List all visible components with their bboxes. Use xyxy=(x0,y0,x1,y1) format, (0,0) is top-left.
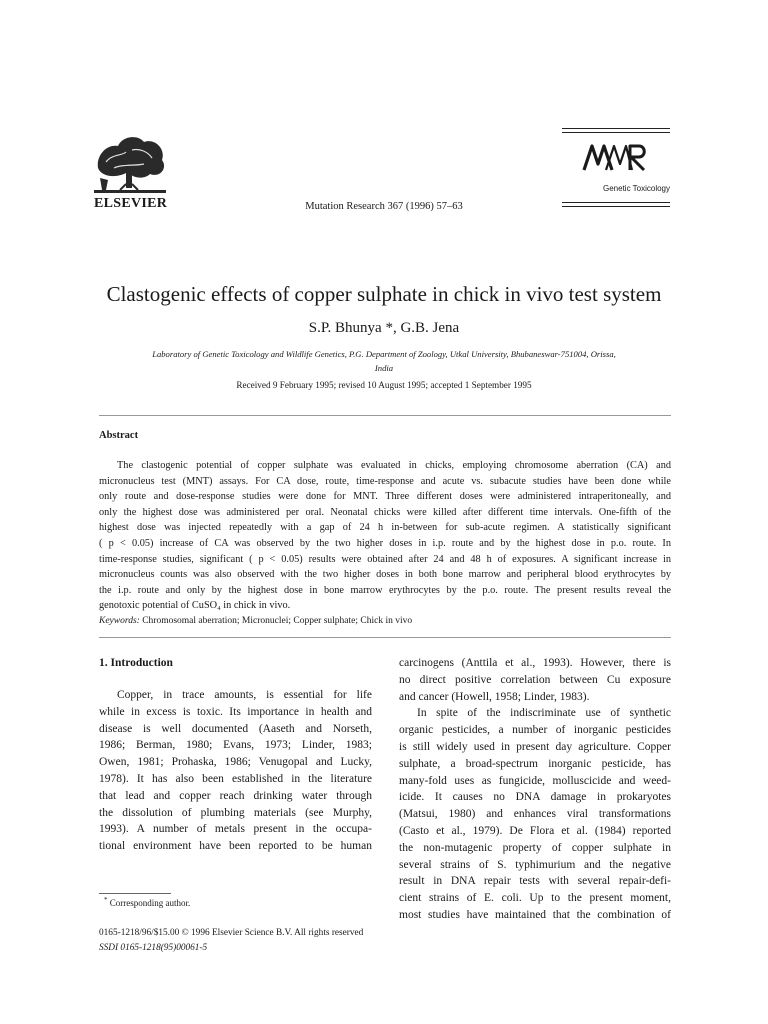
abstract-line: only route and dose-response studies were done for MNT. Three different doses were administered intraperitoneally, and xyxy=(99,491,671,503)
body-line: Owen, 1981; Prohaska, 1986; Venugopal and Lucky, xyxy=(99,756,372,769)
header-rule xyxy=(562,206,670,207)
keywords xyxy=(99,616,412,626)
author-affiliation xyxy=(110,347,658,375)
right-column-text xyxy=(399,655,671,924)
body-line: while in excess is toxic. Its importance in health and xyxy=(99,705,372,718)
divider xyxy=(99,637,671,638)
footnote-text: Corresponding author. xyxy=(109,898,191,908)
copyright-line: 0165-1218/96/$15.00 © 1996 Elsevier Science B.V. All rights reserved xyxy=(99,928,364,938)
body-line: Copper, in trace amounts, is essential for life xyxy=(117,689,372,701)
body-line: (Casto et al., 1979). De Flora et al. (1984) reported xyxy=(399,824,671,837)
body-line: 1986; Berman, 1980; Evans, 1973; Linder, 1983; xyxy=(99,739,372,752)
abstract-line: micronucleus counts was also observed with the two higher doses in both bone marrow and peripheral blood erythrocytes by xyxy=(99,569,671,581)
footnote-mark: * xyxy=(104,896,108,904)
body-line: the dissolution of plumbing materials (see Murphy, xyxy=(99,806,372,819)
header-rule xyxy=(562,132,670,133)
body-line: In spite of the indiscriminate use of synthetic xyxy=(417,707,671,720)
article-title: Clastogenic effects of copper sulphate in chick in vivo test system xyxy=(106,282,662,306)
body-line: carcinogens (Anttila et al., 1993). However, there is xyxy=(399,657,671,669)
body-line: several strains of S. typhimurium and the negative xyxy=(399,858,671,871)
affiliation-line: Laboratory of Genetic Toxicology and Wildlife Genetics, P.G. Department of Zoology, Utkal University, Bhubaneswar-751004, Orissa, xyxy=(152,349,616,359)
abstract-line: time-response studies, significant ( p < 0.05) results were obtained after 24 and 48 h of exposures. A significant increase in xyxy=(99,553,671,565)
body-line: icide. It causes no DNA damage in prokaryotes xyxy=(399,791,671,804)
body-line: 1993). A number of metals present in the occupa- xyxy=(99,823,372,836)
author-list: S.P. Bhunya *, G.B. Jena xyxy=(308,320,460,336)
abstract-body xyxy=(99,458,671,614)
abstract-line: the i.p. route and only by the highest dose in bone marrow erythrocytes by the p.o. route. The present results reveal the xyxy=(99,584,671,596)
publisher-name: ELSEVIER xyxy=(94,196,168,211)
abstract-line: genotoxic potential of CuSO₄ in chick in vivo. xyxy=(99,600,291,612)
divider xyxy=(99,415,671,416)
abstract-line: highest dose was injected repeatedly with a gap of 24 h in-between for sub-acute regimen. A statistically significant xyxy=(99,522,671,534)
footnote-rule xyxy=(99,893,171,894)
body-line: result in DNA repair tests with several repair-defi- xyxy=(399,875,671,888)
body-line: the non-mutagenic property of copper sulphate in xyxy=(399,841,671,854)
left-column-text xyxy=(99,687,372,855)
body-line: and cancer (Howell, 1958; Linder, 1983). xyxy=(399,690,590,703)
abstract-line: The clastogenic potential of copper sulphate was evaluated in chicks, employing chromosome aberration (CA) and xyxy=(117,460,671,471)
body-line: (Matsui, 1980) and enhances viral transformations xyxy=(399,808,671,821)
abstract-heading: Abstract xyxy=(99,430,139,441)
abstract-line: micronucleus test (MNT) assays. For CA dose, route, time-response and acute vs. subacute studies have been done while xyxy=(99,475,671,487)
abstract-line: only the highest dose was administered per oral. Neonatal chicks were killed after different time intervals. One-fifth of the xyxy=(99,506,671,518)
affiliation-line: India xyxy=(374,363,394,373)
keywords-list: Chromosomal aberration; Micronuclei; Copper sulphate; Chick in vivo xyxy=(142,616,413,626)
journal-section: Genetic Toxicology xyxy=(603,184,670,193)
front-matter xyxy=(99,926,363,956)
journal-logo-icon xyxy=(582,140,648,174)
body-line: many-fold uses as fungicide, molluscicide and weed- xyxy=(399,774,671,787)
body-line: no direct positive correlation between Cu exposure xyxy=(399,673,671,686)
body-line: sulphate, a broad-spectrum inorganic pesticide, has xyxy=(399,757,671,770)
header-rule xyxy=(562,128,670,129)
elsevier-tree-logo-icon xyxy=(92,128,168,194)
footnote xyxy=(104,896,190,908)
body-line: most studies have maintained that the combination of xyxy=(399,908,671,921)
body-line: tional environment have been reported to be human xyxy=(99,840,372,853)
article-history-dates: Received 9 February 1995; revised 10 August 1995; accepted 1 September 1995 xyxy=(236,380,532,390)
body-line: 1978). It has also been established in the literature xyxy=(99,772,372,785)
body-line: organic pesticides, a number of inorganic pesticides xyxy=(399,724,671,737)
ssdi-line: SSDI 0165-1218(95)00061-5 xyxy=(99,943,208,953)
body-line: disease is well documented (Aaseth and Norseth, xyxy=(99,722,372,735)
header-rule xyxy=(562,202,670,203)
journal-reference: Mutation Research 367 (1996) 57–63 xyxy=(305,201,463,212)
body-line: cient strains of E. coli. Up to the present moment, xyxy=(399,892,671,905)
keywords-label: Keywords: xyxy=(99,616,140,626)
body-line: that lead and copper reach drinking water through xyxy=(99,789,372,802)
body-line: is still widely used in present day agriculture. Copper xyxy=(399,740,671,753)
section-heading: 1. Introduction xyxy=(99,657,173,669)
abstract-line: ( p < 0.05) increase of CA was observed by the two higher doses in i.p. route and by the highest dose in p.o. route. In xyxy=(99,537,671,549)
